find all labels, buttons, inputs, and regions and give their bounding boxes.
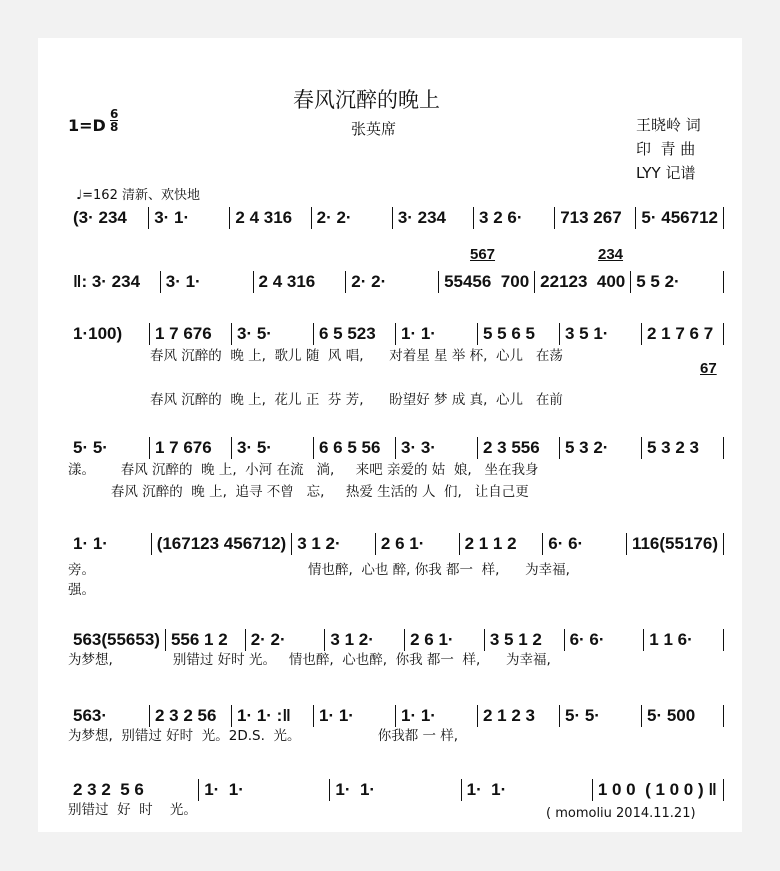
lyric-ending: 旁。 xyxy=(68,562,95,578)
measure: 2 1 2 3 xyxy=(478,705,560,727)
measure: 2 1 7 6 7 xyxy=(642,323,724,345)
lyric-line: 为梦想, 别错过 好时 光。2D.S. 光。 你我都 一 样, xyxy=(68,728,459,744)
notation-row xyxy=(68,532,724,556)
measure: 556 1 2 xyxy=(166,629,246,651)
measure: 6 6 5 56 xyxy=(314,437,396,459)
measure: 2 6 1· xyxy=(405,629,485,651)
measure: 22123 400 xyxy=(535,271,631,293)
measure: 3· 1· xyxy=(149,207,230,229)
measure: 1· 1· xyxy=(462,779,593,801)
measure: 3 1 2· xyxy=(325,629,405,651)
notation-row xyxy=(68,270,724,294)
measure: 2 1 1 2 xyxy=(460,533,544,555)
alt-notes: 67 xyxy=(700,360,717,377)
lyric-line: 漾。 春风 沉醉的 晚 上, 小河 在流 淌, 来吧 亲爱的 姑 娘, 坐在我身 xyxy=(68,462,539,478)
measure: ‖: 3· 234 xyxy=(68,271,161,293)
measure: 2 3 2 56 xyxy=(150,705,232,727)
measure: 2· 2· xyxy=(312,207,393,229)
measure: 1· 1· xyxy=(396,705,478,727)
time-bottom: 8 xyxy=(110,120,119,134)
measure: 5· 500 xyxy=(642,705,724,727)
tempo-marking: ♩=162 清新、欢快地 xyxy=(76,188,200,203)
lyric-line: 春风 沉醉的 晚 上, 歌儿 随 风 唱, 对着星 星 举 杯, 心儿 在荡 xyxy=(150,348,563,364)
measure: 1 1 6· xyxy=(644,629,724,651)
song-title: 春风沉醉的晚上 xyxy=(293,88,440,112)
measure: 2· 2· xyxy=(246,629,326,651)
key-signature: 1=D xyxy=(68,116,106,135)
time-signature xyxy=(110,108,118,133)
measure: 116(55176) xyxy=(627,533,724,555)
measure: 6· 6· xyxy=(543,533,627,555)
measure: 5 5 2· xyxy=(631,271,724,293)
transcriber: LYY 记谱 xyxy=(636,164,696,182)
measure: 5· 5· xyxy=(68,437,150,459)
measure: 5· 5· xyxy=(560,705,642,727)
measure: 3 5 1 2 xyxy=(485,629,565,651)
measure: 1· 1· xyxy=(68,533,152,555)
measure: 1· 1· xyxy=(199,779,330,801)
measure: 563(55653) xyxy=(68,629,166,651)
lyric-line: 情也醉, 心也 醉, 你我 都一 样, 为幸福, xyxy=(308,562,570,578)
measure: 2 6 1· xyxy=(376,533,460,555)
measure: 5 5 6 5 xyxy=(478,323,560,345)
lyric-line: 春风 沉醉的 晚 上, 追寻 不曾 忘, 热爱 生活的 人 们, 让自己更 xyxy=(68,484,529,500)
measure: 3· 3· xyxy=(396,437,478,459)
measure: 1 7 676 xyxy=(150,437,232,459)
composer: 印 青 曲 xyxy=(636,140,696,158)
notation-row xyxy=(68,436,724,460)
lyricist: 王晓岭 词 xyxy=(636,116,701,134)
measure: 5 3 2· xyxy=(560,437,642,459)
measure: 5 3 2 3 xyxy=(642,437,724,459)
measure: 3· 5· xyxy=(232,323,314,345)
time-top: 6 xyxy=(110,107,119,121)
measure: 2 4 316 xyxy=(254,271,347,293)
measure: 1 0 0 ( 1 0 0 ) ‖ xyxy=(593,779,724,801)
measure: 3· 234 xyxy=(393,207,474,229)
measure: 563· xyxy=(68,705,150,727)
lyric-line: 为梦想, 别错过 好时 光。 情也醉, 心也醉, 你我 都一 样, 为幸福, xyxy=(68,652,551,668)
lyric-line: 春风 沉醉的 晚 上, 花儿 正 芬 芳, 盼望好 梦 成 真, 心儿 在前 xyxy=(150,392,563,408)
notation-row xyxy=(68,322,724,346)
measure: 1·100) xyxy=(68,323,150,345)
measure: 1· 1· :‖ xyxy=(232,705,314,727)
score-sheet xyxy=(38,38,742,832)
measure: 2 3 556 xyxy=(478,437,560,459)
lyric-ending: 强。 xyxy=(68,582,95,598)
measure: 1· 1· xyxy=(396,323,478,345)
measure: (3· 234 xyxy=(68,207,149,229)
measure: 713 267 xyxy=(555,207,636,229)
signature-date: ( momoliu 2014.11.21) xyxy=(546,806,696,821)
notation-row xyxy=(68,206,724,230)
measure: 5· 456712 xyxy=(636,207,724,229)
measure: 6 5 523 xyxy=(314,323,396,345)
measure: 2 3 2 5 6 xyxy=(68,779,199,801)
measure: 3 1 2· xyxy=(292,533,376,555)
measure: 55456 700 xyxy=(439,271,535,293)
measure: 6· 6· xyxy=(565,629,645,651)
measure: 2· 2· xyxy=(346,271,439,293)
measure: 1 7 676 xyxy=(150,323,232,345)
measure: 3· 5· xyxy=(232,437,314,459)
lyric-line: 别错过 好 时 光。 xyxy=(68,802,197,818)
measure: 3 5 1· xyxy=(560,323,642,345)
grace-notes: 567 xyxy=(470,246,496,263)
measure: 2 4 316 xyxy=(230,207,311,229)
measure: (167123 456712) xyxy=(152,533,293,555)
measure: 1· 1· xyxy=(330,779,461,801)
measure: 3 2 6· xyxy=(474,207,555,229)
measure: 1· 1· xyxy=(314,705,396,727)
singer: 张英席 xyxy=(351,120,397,138)
grace-notes: 234 xyxy=(598,246,624,263)
measure: 3· 1· xyxy=(161,271,254,293)
